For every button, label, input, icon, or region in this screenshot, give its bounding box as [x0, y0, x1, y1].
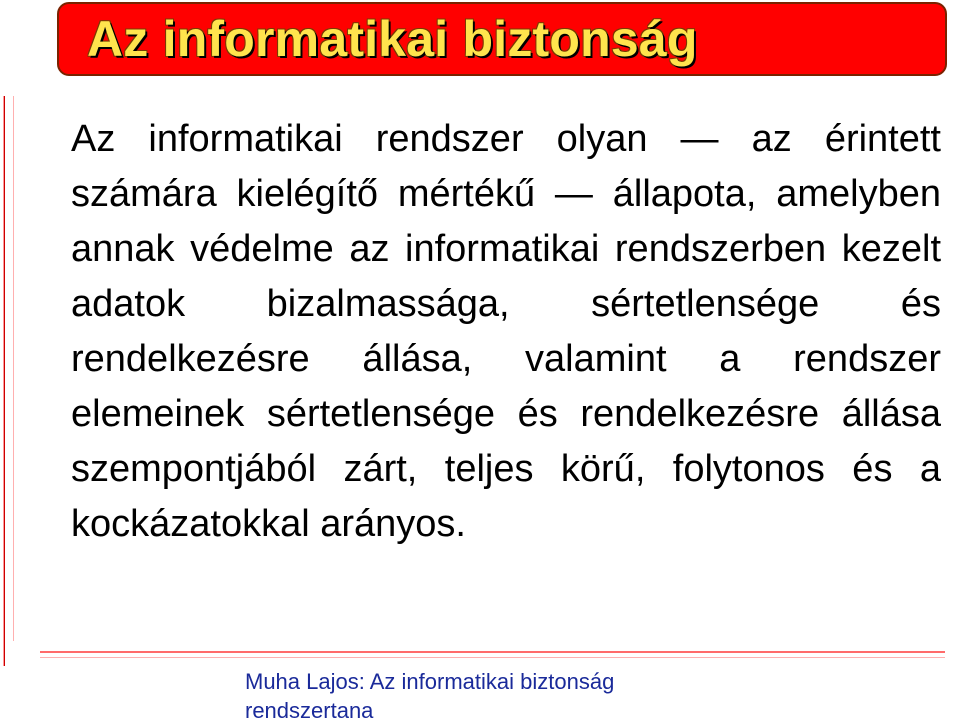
left-decorative-rule — [3, 96, 5, 666]
title-banner — [57, 2, 947, 76]
slide-title: Az informatikai biztonság — [87, 11, 698, 67]
footer-line-2: rendszertana — [245, 698, 374, 723]
footer-citation — [245, 667, 614, 725]
footer-line-1: Muha Lajos: Az informatikai biztonság — [245, 669, 615, 694]
definition-paragraph: Az informatikai rendszer olyan — az érintett számára kielégítő mértékű — állapota, amelyben annak védelme az informatikai rendszerben kezelt adatok bizalmassága, sértetlensége és rendelkezésre állása, valamint a rendszer elemeinek sértetlensége és rendelkezésre állása szempontjából zárt, teljes körű, folytonos és a kockázatokkal arányos. — [71, 118, 941, 545]
left-decorative-rule-inner — [13, 96, 14, 641]
bottom-decorative-rule — [40, 651, 945, 653]
bottom-decorative-rule-thin — [40, 657, 945, 658]
